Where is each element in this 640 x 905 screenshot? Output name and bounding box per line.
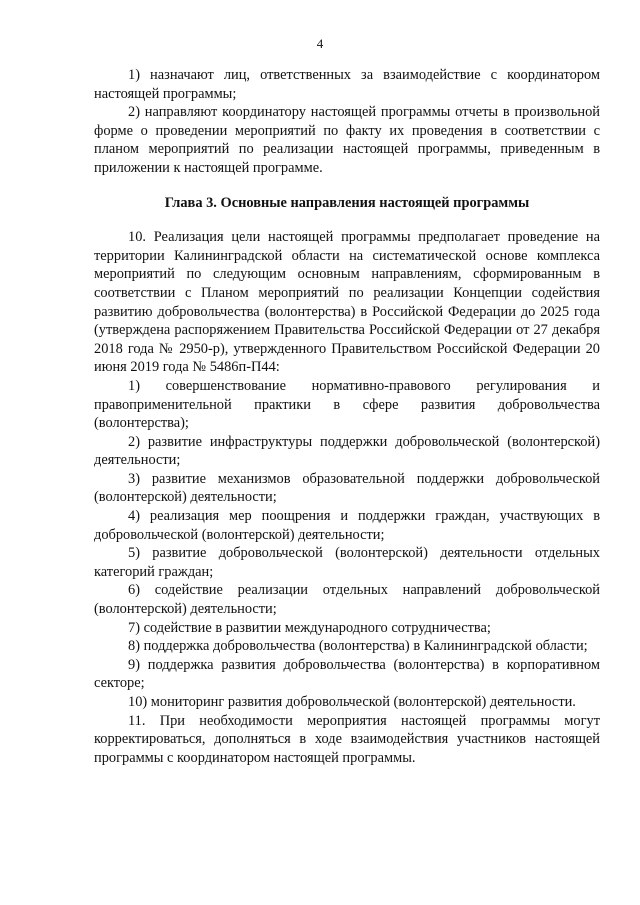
direction-item-4: 4) реализация мер поощрения и поддержки граждан, участвующих в добровольческой (волонтерской) деятельности;	[94, 508, 600, 543]
clause-10: 10. Реализация цели настоящей программы предполагает проведение на территории Калининградской области на систематической основе комплекса мероприятий по следующим основным направлениям, сформированным в соответствии с Планом мероприятий по реализации Концепции содействия развитию добровольчества (волонтерства) в Российской Федерации до 2025 года (утверждена распоряжением Правительства Российской Федерации от 27 декабря 2018 года № 2950-р), утвержденного Правительством Российской Федерации 20 июня 2019 года № 5486п-П44:	[94, 229, 600, 376]
direction-item-10: 10) мониторинг развития добровольческой (волонтерской) деятельности.	[128, 694, 576, 710]
page-number: 4	[316, 36, 324, 51]
direction-item-8: 8) поддержка добровольчества (волонтерства) в Калининградской области;	[128, 638, 588, 655]
document-body	[94, 66, 600, 767]
direction-item-3: 3) развитие механизмов образовательной поддержки добровольческой (волонтерской) деятельности;	[94, 470, 600, 506]
clause-11: 11. При необходимости мероприятия настоящей программы могут корректироваться, дополняться в ходе взаимодействия участников настоящей программы с координатором настоящей программы.	[94, 712, 600, 766]
direction-item-2: 2) развитие инфраструктуры поддержки добровольческой (волонтерской) деятельности;	[94, 433, 600, 469]
direction-item-6: 6) содействие реализации отдельных направлений добровольческой (волонтерской) деятельности;	[94, 582, 600, 618]
direction-item-5: 5) развитие добровольческой (волонтерской) деятельности отдельных категорий граждан;	[94, 545, 600, 580]
direction-item-7: 7) содействие в развитии международного сотрудничества;	[128, 619, 491, 636]
intro-item-2: 2) направляют координатору настоящей программы отчеты в произвольной форме о проведении мероприятий по факту их проведения в соответствии с планом мероприятий по реализации настоящей программы, приведенным в приложении к настоящей программе.	[94, 104, 600, 176]
direction-item-9: 9) поддержка развития добровольчества (волонтерства) в корпоративном секторе;	[94, 656, 600, 692]
intro-item-1: 1) назначают лиц, ответственных за взаимодействие с координатором настоящей программы;	[94, 67, 600, 102]
direction-item-1: 1) совершенствование нормативно-правового регулирования и правоприменительной практики в сфере развития добровольчества (волонтерства);	[94, 377, 600, 432]
chapter-heading: Глава 3. Основные направления настоящей программы	[164, 194, 530, 211]
